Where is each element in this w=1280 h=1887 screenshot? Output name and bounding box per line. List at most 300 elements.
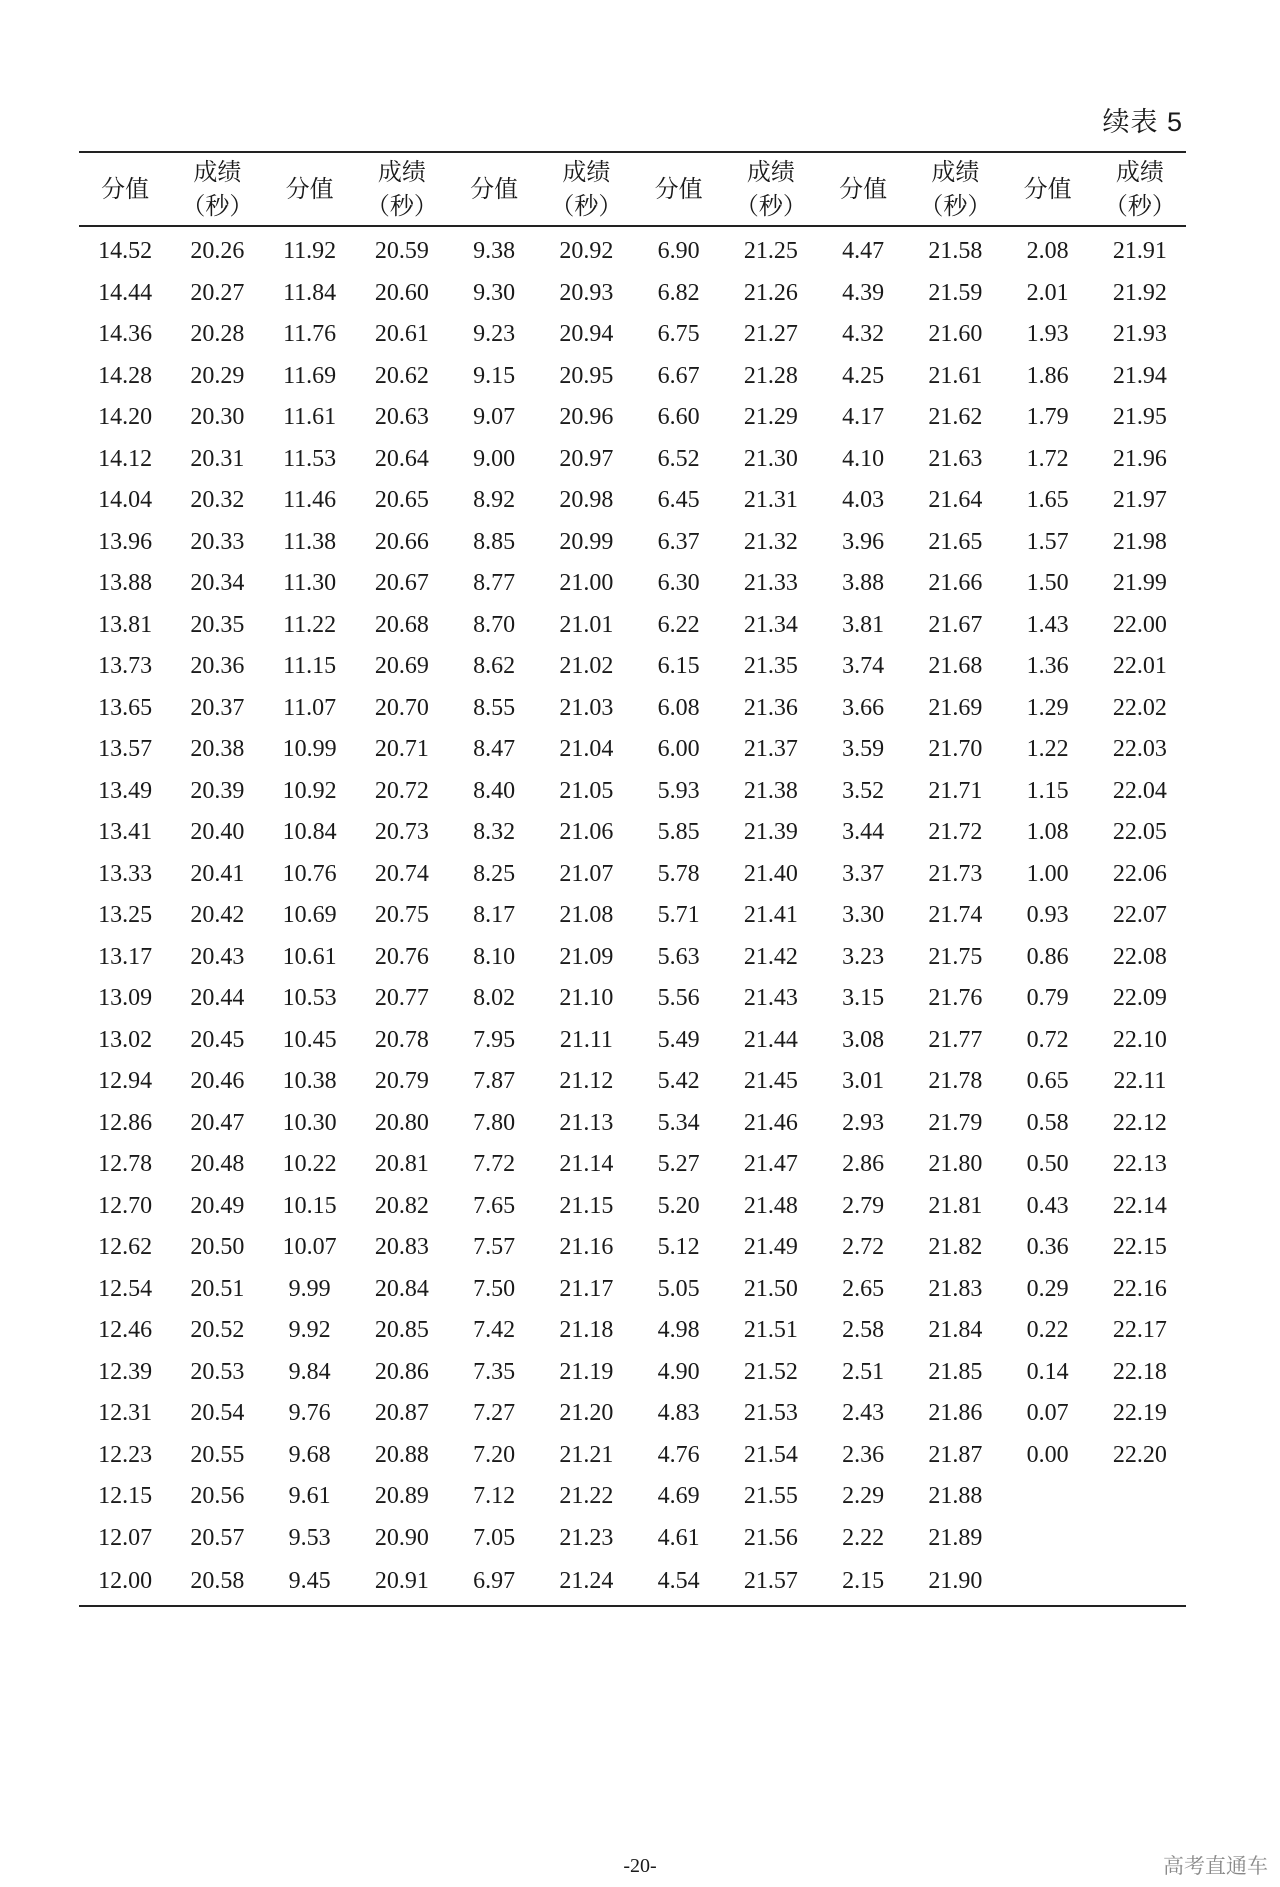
- result-cell: 21.17: [559, 1275, 614, 1302]
- score-cell: 14.44: [98, 279, 153, 306]
- score-cell: 2.08: [1026, 238, 1069, 264]
- result-cell: 21.16: [559, 1234, 614, 1260]
- result-cell: 21.80: [928, 1151, 983, 1177]
- result-cell: 21.42: [743, 943, 798, 970]
- result-cell: 20.55: [190, 1441, 245, 1468]
- score-cell: 2.58: [842, 1317, 885, 1343]
- result-cell: 21.79: [928, 1109, 983, 1136]
- result-cell: 22.20: [1112, 1441, 1167, 1468]
- result-cell: 21.10: [559, 985, 614, 1011]
- result-cell: 21.05: [559, 777, 614, 804]
- score-cell: 7.42: [473, 1317, 516, 1343]
- result-cell: 20.45: [190, 1026, 245, 1053]
- result-cell: 20.70: [374, 694, 429, 721]
- header-score: 分值: [285, 175, 334, 203]
- score-cell: 6.90: [657, 238, 700, 264]
- score-cell: 1.65: [1026, 487, 1069, 513]
- score-cell: 1.22: [1026, 736, 1069, 762]
- score-cell: 4.32: [842, 321, 885, 347]
- score-cell: 8.32: [473, 819, 516, 845]
- result-cell: 20.78: [374, 1026, 429, 1053]
- table-caption: 续表 5: [1102, 107, 1183, 137]
- score-cell: 2.01: [1026, 279, 1069, 306]
- result-cell: 20.82: [374, 1192, 429, 1219]
- score-cell: 4.90: [657, 1358, 700, 1385]
- table-row: [79, 1020, 1186, 1062]
- score-cell: 6.22: [657, 611, 700, 638]
- score-cell: [1002, 1559, 1094, 1606]
- result-cell: 21.83: [928, 1275, 983, 1302]
- score-cell: 9.30: [473, 279, 516, 306]
- score-cell: 3.08: [842, 1026, 885, 1053]
- score-cell: 3.37: [842, 860, 885, 887]
- result-cell: 21.74: [928, 902, 983, 928]
- table-row: [79, 563, 1186, 605]
- table-row: [79, 688, 1186, 730]
- score-cell: 13.49: [98, 777, 153, 804]
- score-cell: 1.43: [1026, 611, 1069, 638]
- table-row: [79, 1435, 1186, 1477]
- score-cell: 9.07: [473, 404, 516, 430]
- score-cell: 1.36: [1026, 653, 1069, 679]
- result-cell: 22.15: [1112, 1234, 1167, 1260]
- result-cell: 21.78: [928, 1068, 983, 1094]
- result-cell: 22.09: [1112, 985, 1167, 1011]
- table-body: [79, 226, 1186, 1606]
- result-cell: 21.91: [1112, 238, 1167, 264]
- score-cell: 9.61: [288, 1483, 331, 1509]
- score-cell: 0.93: [1026, 902, 1069, 928]
- table-row: [79, 397, 1186, 439]
- score-cell: 3.01: [842, 1068, 885, 1094]
- score-cell: 11.22: [283, 611, 337, 638]
- result-cell: 21.39: [743, 819, 798, 845]
- score-cell: 3.74: [842, 653, 885, 679]
- score-cell: 11.92: [283, 238, 337, 264]
- result-cell: 21.49: [743, 1234, 798, 1260]
- table-row: [79, 1061, 1186, 1103]
- result-cell: 22.08: [1112, 943, 1167, 970]
- result-cell: [1094, 1518, 1186, 1560]
- result-cell: 21.62: [928, 404, 983, 430]
- result-cell: 22.02: [1112, 694, 1167, 721]
- score-cell: 12.31: [98, 1400, 153, 1426]
- result-cell: 20.52: [190, 1317, 245, 1343]
- result-cell: 22.06: [1112, 860, 1167, 887]
- score-cell: 10.07: [282, 1234, 337, 1260]
- result-cell: 20.64: [374, 445, 429, 472]
- result-cell: 20.37: [190, 694, 245, 721]
- result-cell: 21.70: [928, 736, 983, 762]
- score-cell: 10.84: [282, 819, 337, 845]
- table-row: [79, 1186, 1186, 1228]
- header-result-label: 成绩: [377, 158, 426, 186]
- result-cell: 21.97: [1112, 487, 1167, 513]
- result-cell: 21.87: [928, 1441, 983, 1468]
- result-cell: 20.65: [374, 487, 429, 513]
- result-cell: 21.60: [928, 321, 983, 347]
- score-cell: 4.39: [842, 279, 885, 306]
- result-cell: 20.97: [559, 445, 614, 472]
- score-cell: 3.23: [842, 943, 885, 970]
- score-cell: 3.44: [842, 819, 885, 845]
- score-cell: 5.42: [657, 1068, 700, 1094]
- score-cell: 0.29: [1026, 1275, 1069, 1302]
- table-header: [79, 152, 1186, 226]
- result-cell: 20.84: [374, 1275, 429, 1302]
- result-cell: 21.51: [743, 1317, 798, 1343]
- result-cell: 21.54: [743, 1441, 798, 1468]
- header-result-unit: （秒）: [734, 192, 807, 220]
- score-cell: 5.78: [657, 860, 700, 887]
- score-cell: 8.47: [473, 736, 516, 762]
- result-cell: 21.44: [743, 1026, 798, 1053]
- score-cell: 10.99: [282, 736, 337, 762]
- result-cell: 20.75: [374, 902, 429, 928]
- result-cell: 20.34: [190, 570, 245, 596]
- table-row: [79, 812, 1186, 854]
- result-cell: 21.09: [559, 943, 614, 970]
- result-cell: [1094, 1559, 1186, 1606]
- table-row: [79, 314, 1186, 356]
- header-score: 分值: [654, 175, 703, 203]
- score-cell: 10.61: [282, 943, 337, 970]
- score-cell: 11.76: [283, 321, 337, 347]
- score-cell: [1002, 1476, 1094, 1518]
- result-cell: 20.87: [374, 1400, 429, 1426]
- header-result: [1094, 152, 1186, 226]
- table-row: [79, 356, 1186, 398]
- score-cell: 4.76: [657, 1441, 700, 1468]
- result-cell: 22.01: [1112, 653, 1167, 679]
- score-cell: 12.62: [98, 1234, 153, 1260]
- score-table: [79, 151, 1186, 1607]
- score-cell: 1.29: [1026, 694, 1069, 721]
- score-cell: 0.22: [1026, 1317, 1069, 1343]
- score-cell: 8.02: [473, 985, 516, 1011]
- result-cell: 21.58: [928, 238, 983, 264]
- page-number: -20-: [623, 1855, 657, 1877]
- result-cell: 20.67: [374, 570, 429, 596]
- header-result-label: 成绩: [1115, 158, 1164, 186]
- table-row: [79, 605, 1186, 647]
- score-cell: 6.97: [473, 1568, 516, 1595]
- score-cell: 13.73: [98, 653, 153, 679]
- result-cell: 22.00: [1112, 611, 1167, 638]
- result-cell: 21.88: [928, 1483, 983, 1509]
- score-cell: 11.53: [283, 445, 337, 472]
- result-cell: 20.36: [190, 653, 245, 679]
- score-table-container: [79, 151, 1186, 1607]
- result-cell: 21.95: [1112, 404, 1167, 430]
- score-cell: 12.39: [98, 1358, 153, 1385]
- score-cell: 14.36: [98, 321, 153, 347]
- score-cell: 13.02: [98, 1026, 153, 1053]
- table-row: [79, 1103, 1186, 1145]
- score-cell: 14.20: [98, 404, 153, 430]
- score-cell: 7.50: [473, 1275, 516, 1302]
- result-cell: 20.80: [374, 1109, 429, 1136]
- score-cell: 6.08: [657, 694, 700, 721]
- result-cell: 20.48: [190, 1151, 245, 1177]
- score-cell: 12.23: [98, 1441, 153, 1468]
- result-cell: 20.79: [374, 1068, 429, 1094]
- result-cell: 21.29: [743, 404, 798, 430]
- score-cell: 2.72: [842, 1234, 885, 1260]
- score-cell: 8.10: [473, 943, 516, 970]
- result-cell: 20.26: [190, 238, 245, 264]
- score-cell: 2.22: [842, 1524, 885, 1551]
- score-cell: 2.93: [842, 1109, 885, 1136]
- score-cell: 11.38: [283, 528, 337, 555]
- result-cell: 21.26: [743, 279, 798, 306]
- table-row: [79, 273, 1186, 315]
- result-cell: 20.39: [190, 777, 245, 804]
- result-cell: 21.63: [928, 445, 983, 472]
- score-cell: 7.12: [473, 1483, 516, 1509]
- score-cell: 11.07: [283, 694, 337, 721]
- result-cell: 21.27: [743, 321, 798, 347]
- score-cell: 9.99: [288, 1275, 331, 1302]
- header-result: [356, 152, 448, 226]
- score-cell: 4.17: [842, 404, 885, 430]
- score-cell: 6.15: [657, 653, 700, 679]
- result-cell: 20.89: [374, 1483, 429, 1509]
- score-cell: 7.35: [473, 1358, 516, 1385]
- score-cell: 3.66: [842, 694, 885, 721]
- score-cell: 1.93: [1026, 321, 1069, 347]
- result-cell: 21.66: [928, 570, 983, 596]
- result-cell: 20.73: [374, 819, 429, 845]
- score-cell: 4.54: [657, 1568, 700, 1595]
- result-cell: 20.50: [190, 1234, 245, 1260]
- score-cell: 0.86: [1026, 943, 1069, 970]
- score-cell: 3.15: [842, 985, 885, 1011]
- result-cell: 20.90: [374, 1524, 429, 1551]
- header-score: 分值: [1023, 175, 1072, 203]
- result-cell: 21.76: [928, 985, 983, 1011]
- score-cell: 1.08: [1026, 819, 1069, 845]
- score-cell: 10.53: [282, 985, 337, 1011]
- score-cell: 12.94: [98, 1068, 153, 1094]
- result-cell: 21.86: [928, 1400, 983, 1426]
- table-row: [79, 771, 1186, 813]
- header-score: 分值: [470, 175, 519, 203]
- score-cell: 5.71: [657, 902, 700, 928]
- result-cell: 20.38: [190, 736, 245, 762]
- score-cell: 5.63: [657, 943, 700, 970]
- result-cell: 22.04: [1112, 777, 1167, 804]
- score-cell: 11.30: [283, 570, 337, 596]
- result-cell: 21.61: [928, 362, 983, 389]
- result-cell: 21.53: [743, 1400, 798, 1426]
- table-row: [79, 439, 1186, 481]
- table-row: [79, 1518, 1186, 1560]
- score-cell: 1.86: [1026, 362, 1069, 389]
- score-cell: 9.38: [473, 238, 516, 264]
- score-cell: 13.88: [98, 570, 153, 596]
- result-cell: 22.10: [1112, 1026, 1167, 1053]
- result-cell: 20.96: [559, 404, 614, 430]
- score-cell: 5.34: [657, 1109, 700, 1136]
- score-cell: 1.72: [1026, 445, 1069, 472]
- header-result-unit: （秒）: [1103, 192, 1176, 220]
- result-cell: 21.41: [743, 902, 798, 928]
- result-cell: 21.38: [743, 777, 798, 804]
- result-cell: 21.50: [743, 1275, 798, 1302]
- result-cell: 20.32: [190, 487, 245, 513]
- result-cell: 22.16: [1112, 1275, 1167, 1302]
- score-cell: 11.46: [283, 487, 337, 513]
- score-cell: 4.83: [657, 1400, 700, 1426]
- result-cell: 20.81: [374, 1151, 429, 1177]
- result-cell: 20.62: [374, 362, 429, 389]
- result-cell: 20.33: [190, 528, 245, 555]
- score-cell: 12.86: [98, 1109, 153, 1136]
- score-cell: 9.53: [288, 1524, 331, 1551]
- result-cell: 21.01: [559, 611, 614, 638]
- result-cell: 21.33: [743, 570, 798, 596]
- score-cell: 13.17: [98, 943, 153, 970]
- result-cell: 22.17: [1112, 1317, 1167, 1343]
- result-cell: 20.68: [374, 611, 429, 638]
- result-cell: 21.55: [743, 1483, 798, 1509]
- score-cell: 3.52: [842, 777, 885, 804]
- score-cell: 4.47: [842, 238, 885, 264]
- score-cell: 12.15: [98, 1483, 153, 1509]
- result-cell: 21.71: [928, 777, 983, 804]
- score-cell: 9.84: [288, 1358, 331, 1385]
- result-cell: 21.98: [1112, 528, 1167, 555]
- score-cell: 2.51: [842, 1358, 885, 1385]
- result-cell: 21.14: [559, 1151, 614, 1177]
- table-row: [79, 937, 1186, 979]
- score-cell: 7.57: [473, 1234, 516, 1260]
- score-cell: 9.68: [288, 1441, 331, 1468]
- score-cell: 7.05: [473, 1524, 516, 1551]
- score-cell: 9.23: [473, 321, 516, 347]
- result-cell: 21.37: [743, 736, 798, 762]
- score-cell: 9.92: [288, 1317, 331, 1343]
- result-cell: 20.61: [374, 321, 429, 347]
- score-cell: 13.25: [98, 902, 153, 928]
- result-cell: 20.93: [559, 279, 614, 306]
- result-cell: 20.63: [374, 404, 429, 430]
- result-cell: 20.27: [190, 279, 245, 306]
- score-cell: 5.05: [657, 1275, 700, 1302]
- result-cell: 20.47: [190, 1109, 245, 1136]
- result-cell: 20.58: [190, 1568, 245, 1595]
- watermark-text: 高考直通车: [1163, 1854, 1268, 1878]
- result-cell: 21.28: [743, 362, 798, 389]
- result-cell: 21.12: [559, 1068, 614, 1094]
- result-cell: 20.42: [190, 902, 245, 928]
- table-row: [79, 1352, 1186, 1394]
- score-cell: 1.79: [1026, 404, 1069, 430]
- score-cell: 14.04: [98, 487, 153, 513]
- score-cell: 8.77: [473, 570, 516, 596]
- result-cell: 21.03: [559, 694, 614, 721]
- result-cell: 21.82: [928, 1234, 983, 1260]
- result-cell: 20.30: [190, 404, 245, 430]
- score-cell: 10.15: [282, 1192, 337, 1219]
- result-cell: 21.07: [559, 860, 614, 887]
- result-cell: 21.52: [743, 1358, 798, 1385]
- result-cell: 21.90: [928, 1568, 983, 1595]
- score-cell: 0.43: [1026, 1192, 1069, 1219]
- score-cell: 0.72: [1026, 1026, 1069, 1053]
- result-cell: 21.81: [928, 1192, 983, 1219]
- score-cell: 6.52: [657, 445, 700, 472]
- score-cell: 8.40: [473, 777, 516, 804]
- score-cell: 0.00: [1026, 1441, 1069, 1468]
- score-cell: 4.25: [842, 362, 885, 389]
- score-cell: 12.70: [98, 1192, 153, 1219]
- score-cell: 2.43: [842, 1400, 885, 1426]
- result-cell: 21.99: [1112, 570, 1167, 596]
- score-cell: 4.69: [657, 1483, 700, 1509]
- score-cell: 2.65: [842, 1275, 885, 1302]
- table-row: [79, 1144, 1186, 1186]
- result-cell: 20.71: [374, 736, 429, 762]
- result-cell: 20.86: [374, 1358, 429, 1385]
- score-cell: 1.50: [1026, 570, 1069, 596]
- score-cell: 2.36: [842, 1441, 885, 1468]
- score-cell: 4.61: [657, 1524, 700, 1551]
- score-cell: 6.82: [657, 279, 700, 306]
- table-row: [79, 522, 1186, 564]
- result-cell: 21.65: [928, 528, 983, 555]
- score-cell: 9.15: [473, 362, 516, 389]
- score-cell: 5.85: [657, 819, 700, 845]
- result-cell: 21.20: [559, 1400, 614, 1426]
- header-result-label: 成绩: [193, 158, 242, 186]
- score-cell: 3.59: [842, 736, 885, 762]
- score-cell: 14.28: [98, 362, 153, 389]
- table-row: [79, 1269, 1186, 1311]
- header-row: [79, 152, 1186, 226]
- score-cell: 0.07: [1026, 1400, 1069, 1426]
- score-cell: 9.76: [288, 1400, 331, 1426]
- score-cell: 10.76: [282, 860, 337, 887]
- score-cell: 10.45: [282, 1026, 337, 1053]
- result-cell: 21.73: [928, 860, 983, 887]
- score-cell: 11.61: [283, 404, 337, 430]
- result-cell: 21.36: [743, 694, 798, 721]
- result-cell: 20.69: [374, 653, 429, 679]
- score-cell: 13.33: [98, 860, 153, 887]
- table-row: [79, 1393, 1186, 1435]
- score-cell: 6.37: [657, 528, 700, 555]
- table-row: [79, 1559, 1186, 1606]
- result-cell: 21.45: [743, 1068, 798, 1094]
- score-cell: 9.45: [288, 1568, 331, 1595]
- score-cell: 11.15: [283, 653, 337, 679]
- result-cell: 22.19: [1112, 1400, 1167, 1426]
- score-cell: 0.36: [1026, 1234, 1069, 1260]
- score-cell: 12.07: [98, 1524, 153, 1551]
- score-cell: 8.85: [473, 528, 516, 555]
- result-cell: 20.94: [559, 321, 614, 347]
- score-cell: 6.30: [657, 570, 700, 596]
- result-cell: 21.48: [743, 1192, 798, 1219]
- score-cell: 8.62: [473, 653, 516, 679]
- header-result-label: 成绩: [562, 158, 611, 186]
- score-cell: 12.54: [98, 1275, 153, 1302]
- result-cell: 21.72: [928, 819, 983, 845]
- score-cell: 13.57: [98, 736, 153, 762]
- score-cell: 8.17: [473, 902, 516, 928]
